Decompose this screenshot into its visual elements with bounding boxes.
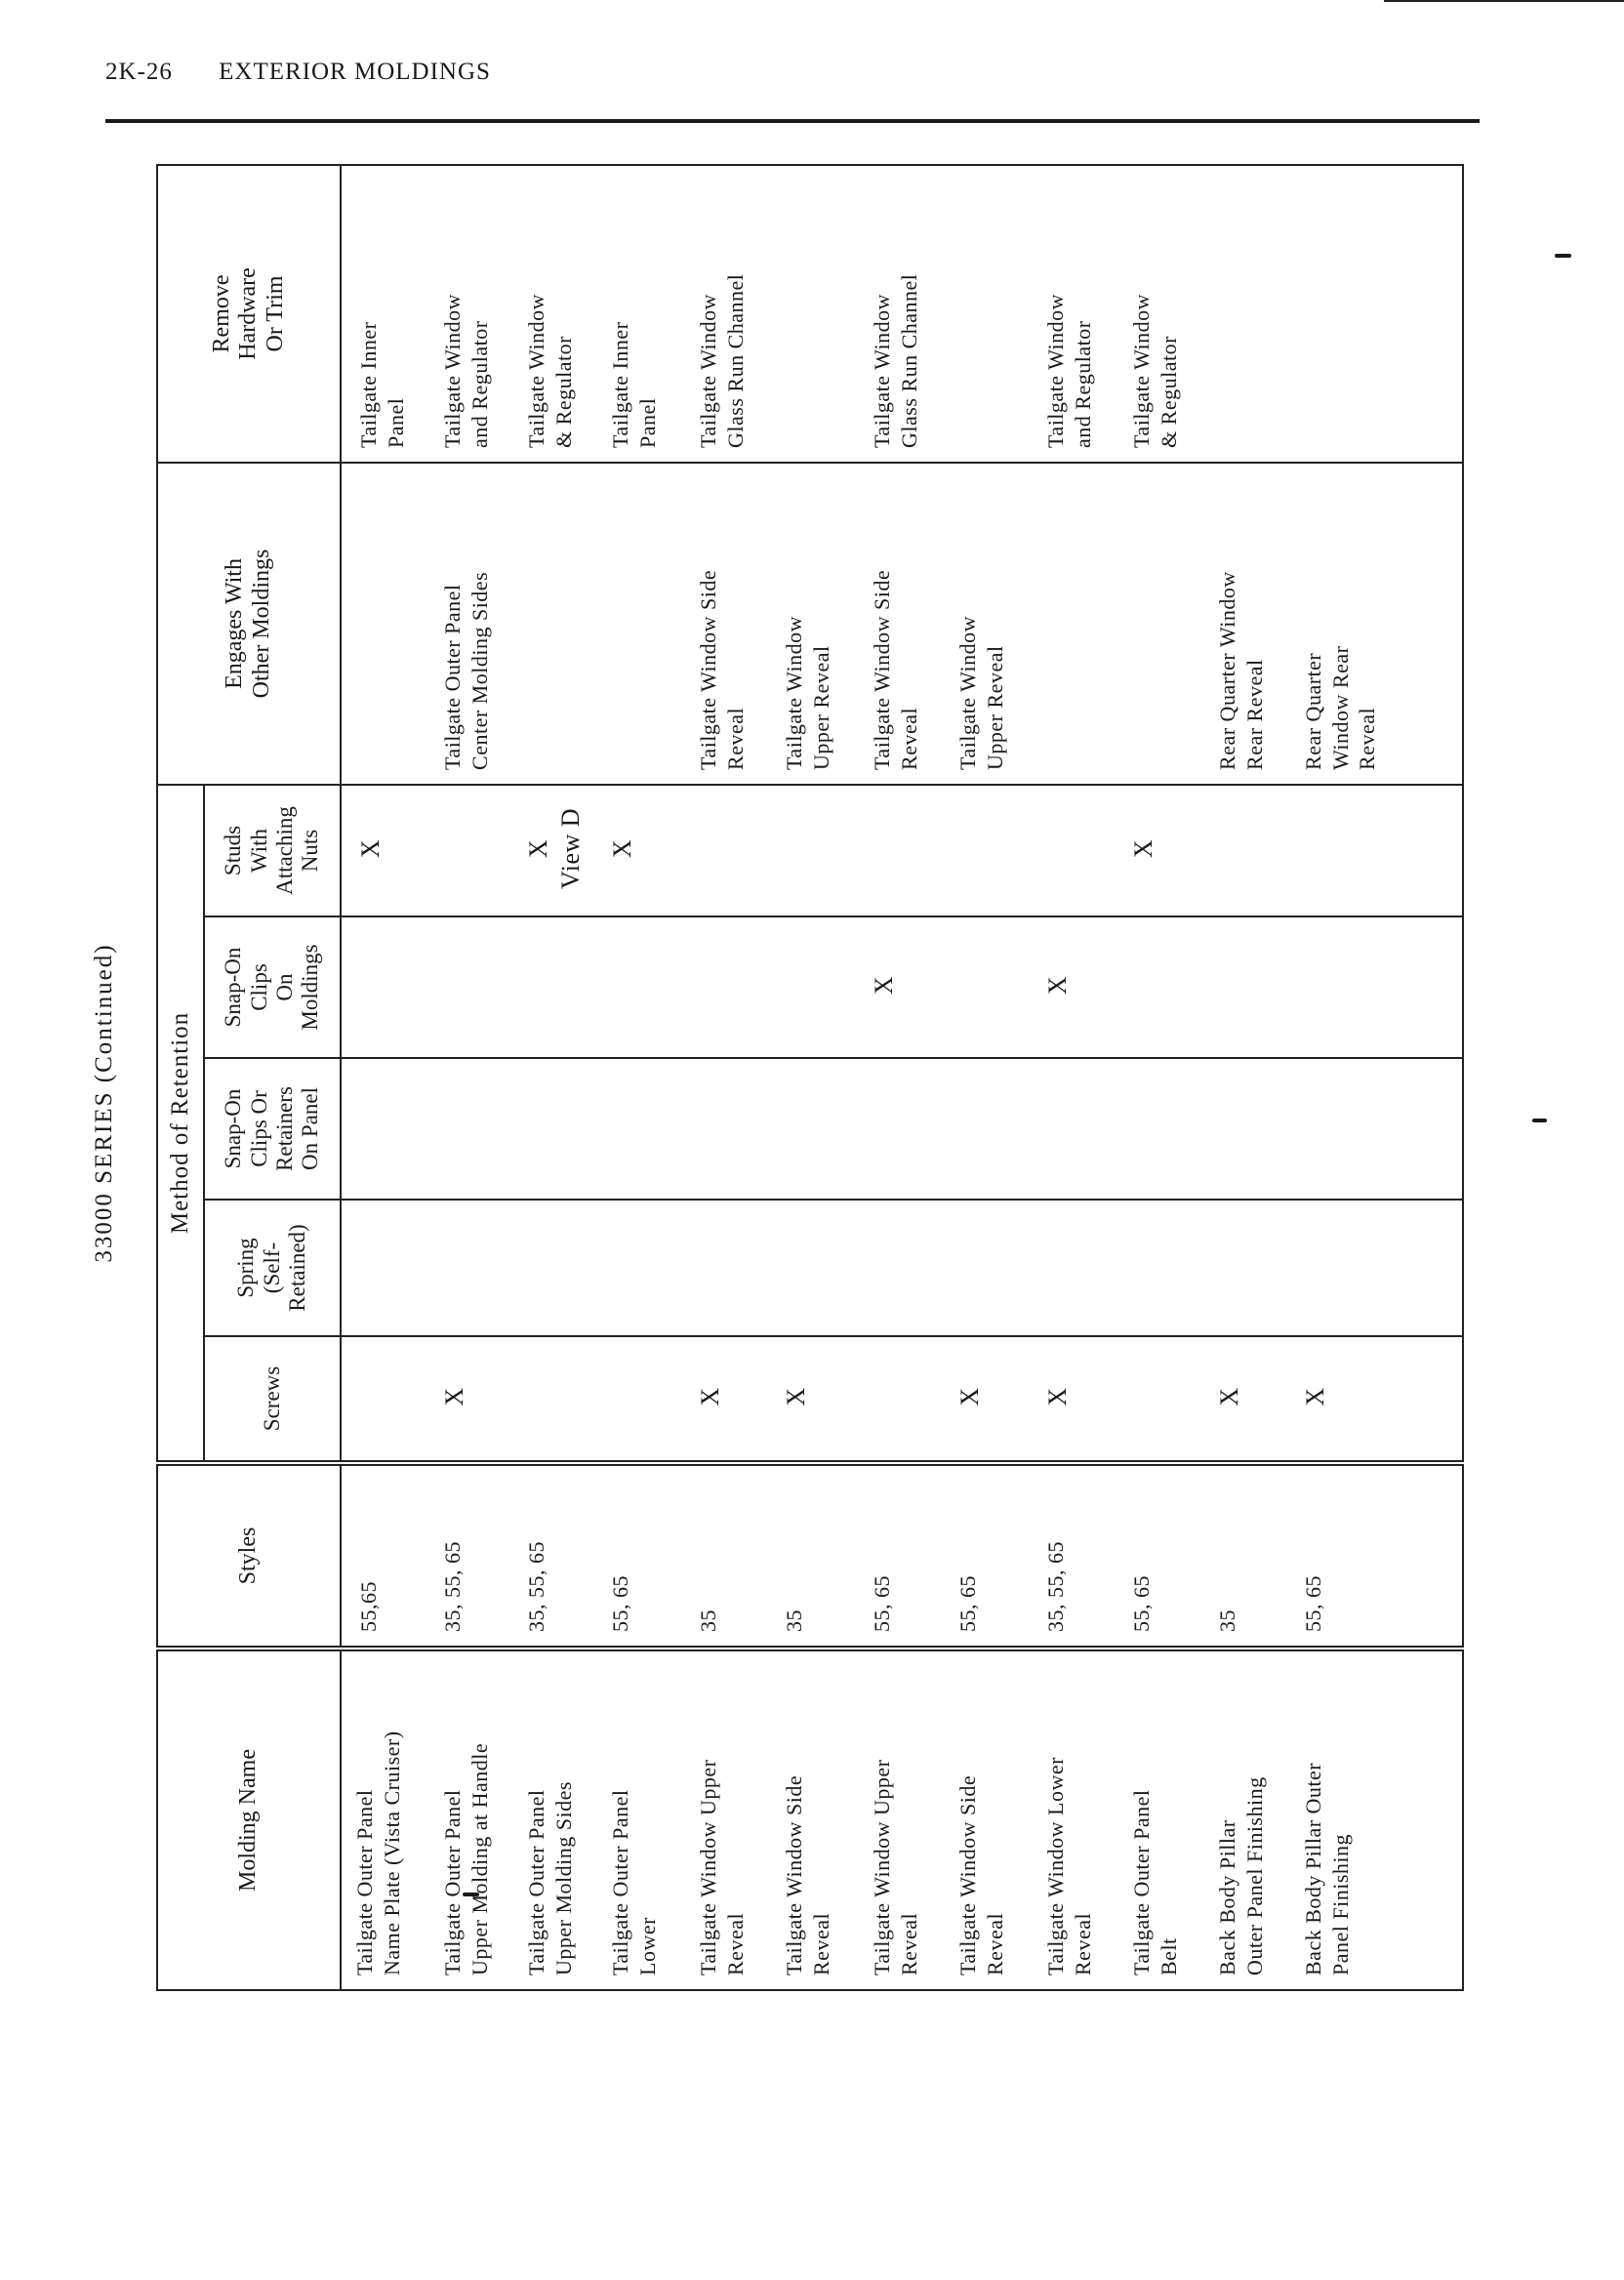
- col-header-engages: Engages With Other Moldings: [157, 463, 341, 785]
- row-remove: Tailgate Window and Regulator: [440, 293, 492, 448]
- row-styles: 35, 55, 65: [524, 1541, 548, 1632]
- row-studs-mark: X: [608, 838, 636, 859]
- col-header-screws: Screws: [204, 1336, 341, 1463]
- row-snap-moldings-mark: X: [1043, 975, 1072, 996]
- col-body-snap-panel: [341, 1058, 1463, 1200]
- row-molding-name: Tailgate Outer Panel Upper Molding Sides: [524, 1781, 576, 1975]
- col-header-spring: Spring (Self- Retained): [204, 1200, 341, 1336]
- row-remove: Tailgate Inner Panel: [356, 321, 408, 448]
- row-studs-mark: X: [1129, 838, 1157, 859]
- row-remove: Tailgate Window Glass Run Channel: [870, 273, 921, 448]
- row-molding-name: Tailgate Outer Panel Lower: [608, 1789, 660, 1975]
- col-header-snap-moldings: Snap-On Clips On Moldings: [204, 916, 341, 1058]
- row-molding-name: Tailgate Window Upper Reveal: [696, 1759, 748, 1975]
- col-body-molding-name: [341, 1649, 1463, 1990]
- row-styles: 55, 65: [955, 1575, 980, 1632]
- row-molding-name: Back Body Pillar Outer Panel Finishing: [1301, 1762, 1353, 1975]
- row-engages: Tailgate Window Side Reveal: [696, 569, 748, 770]
- row-engages: Rear Quarter Window Rear Reveal: [1215, 571, 1267, 770]
- row-styles: 55, 65: [870, 1575, 894, 1632]
- row-engages: Rear Quarter Window Rear Reveal: [1301, 645, 1379, 770]
- rotated-table-wrapper: [156, 166, 1464, 1991]
- top-edge-rule: [1384, 0, 1624, 2]
- row-screws-mark: X: [782, 1387, 810, 1406]
- row-molding-name: Tailgate Outer Panel Upper Molding at Handle: [440, 1742, 492, 1975]
- row-styles: 35: [782, 1609, 806, 1632]
- row-molding-name: Tailgate Window Lower Reveal: [1043, 1757, 1095, 1975]
- row-styles: 55, 65: [1301, 1575, 1325, 1632]
- row-styles: 55, 65: [608, 1575, 632, 1632]
- col-body-spring: [341, 1200, 1463, 1336]
- row-remove: Tailgate Window Glass Run Channel: [696, 273, 748, 448]
- col-body-engages: [341, 463, 1463, 785]
- row-molding-name: Tailgate Outer Panel Belt: [1129, 1789, 1181, 1975]
- moldings-table: [156, 164, 1464, 1991]
- page-number: 2K-26: [105, 59, 173, 85]
- row-screws-mark: X: [1043, 1387, 1072, 1406]
- row-styles: 55,65: [356, 1581, 381, 1632]
- row-remove: Tailgate Window & Regulator: [1129, 293, 1181, 448]
- row-engages: Tailgate Window Upper Reveal: [782, 615, 833, 770]
- col-header-remove: Remove Hardware Or Trim: [157, 165, 341, 463]
- row-molding-name: Tailgate Window Upper Reveal: [870, 1759, 921, 1975]
- col-body-snap-moldings: [341, 916, 1463, 1058]
- row-screws-mark: X: [440, 1387, 468, 1406]
- row-studs-mark: X: [356, 838, 385, 859]
- col-header-snap-panel: Snap-On Clips Or Retainers On Panel: [204, 1058, 341, 1200]
- page-header: [105, 59, 491, 86]
- col-header-molding-name: Molding Name: [157, 1649, 341, 1990]
- margin-tick: [1555, 254, 1571, 258]
- row-styles: 35: [696, 1609, 720, 1632]
- row-styles: 35, 55, 65: [1043, 1541, 1068, 1632]
- row-engages: Tailgate Window Upper Reveal: [955, 615, 1007, 770]
- col-header-studs: Studs With Attaching Nuts: [204, 785, 341, 916]
- col-body-screws: [341, 1336, 1463, 1463]
- row-screws-mark: X: [1301, 1387, 1329, 1406]
- row-snap-moldings-mark: X: [870, 975, 898, 996]
- col-header-styles: Styles: [157, 1463, 341, 1649]
- row-studs-mark: X View D: [524, 807, 585, 889]
- col-body-studs: [341, 785, 1463, 916]
- row-remove: Tailgate Inner Panel: [608, 321, 660, 448]
- row-engages: Tailgate Window Side Reveal: [870, 569, 921, 770]
- col-body-styles: [341, 1463, 1463, 1649]
- section-title: EXTERIOR MOLDINGS: [219, 59, 491, 85]
- row-styles: 35: [1215, 1609, 1239, 1632]
- row-screws-mark: X: [1215, 1387, 1243, 1406]
- row-styles: 55, 65: [1129, 1575, 1154, 1632]
- row-styles: 35, 55, 65: [440, 1541, 465, 1632]
- col-body-remove: [341, 165, 1463, 463]
- table-title: 33000 SERIES (Continued): [91, 943, 117, 1263]
- row-engages: Tailgate Outer Panel Center Molding Sides: [440, 571, 492, 770]
- row-molding-name: Tailgate Window Side Reveal: [955, 1774, 1007, 1975]
- col-header-method-of-retention: Method of Retention: [157, 785, 204, 1463]
- row-screws-mark: X: [696, 1387, 724, 1406]
- row-molding-name: Tailgate Outer Panel Name Plate (Vista Cruiser): [352, 1730, 404, 1975]
- row-molding-name: Tailgate Window Side Reveal: [782, 1774, 833, 1975]
- row-remove: Tailgate Window and Regulator: [1043, 293, 1095, 448]
- row-remove: Tailgate Window & Regulator: [524, 293, 576, 448]
- row-molding-name: Back Body Pillar Outer Panel Finishing: [1215, 1776, 1267, 1975]
- row-screws-mark: X: [955, 1387, 984, 1406]
- header-rule: [105, 119, 1480, 123]
- margin-tick: [1532, 1119, 1547, 1122]
